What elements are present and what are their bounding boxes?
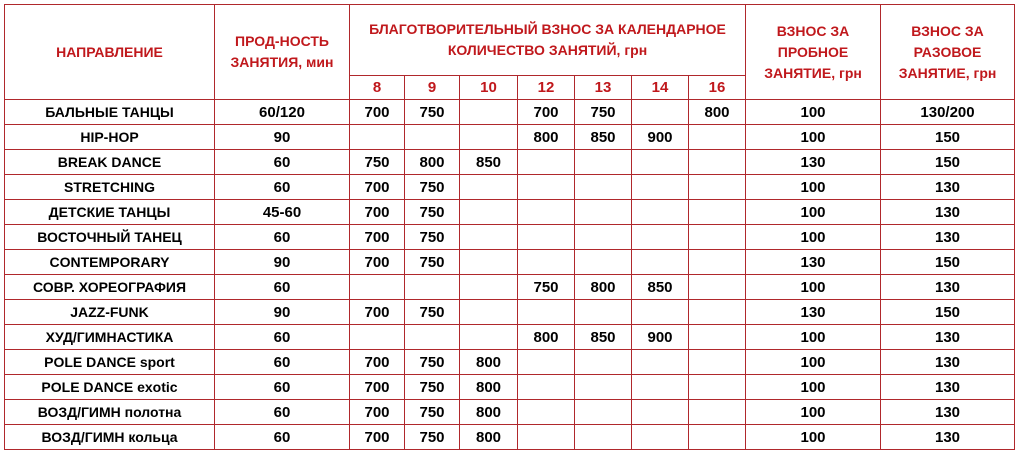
price-cell bbox=[689, 350, 746, 375]
duration-cell: 60 bbox=[215, 425, 350, 450]
price-cell: 750 bbox=[405, 425, 460, 450]
price-cell: 700 bbox=[350, 175, 405, 200]
table-row bbox=[5, 175, 1015, 200]
price-cell bbox=[575, 425, 632, 450]
price-cell: 700 bbox=[350, 350, 405, 375]
single-fee-cell: 150 bbox=[881, 150, 1015, 175]
single-fee-cell: 130 bbox=[881, 325, 1015, 350]
price-cell bbox=[460, 225, 518, 250]
table-row bbox=[5, 375, 1015, 400]
price-cell: 900 bbox=[632, 125, 689, 150]
price-cell bbox=[575, 350, 632, 375]
trial-fee-cell: 130 bbox=[746, 250, 881, 275]
table-row bbox=[5, 125, 1015, 150]
price-cell: 800 bbox=[460, 400, 518, 425]
price-cell: 700 bbox=[518, 100, 575, 125]
session-count-16: 16 bbox=[689, 76, 746, 100]
price-cell: 800 bbox=[460, 375, 518, 400]
single-fee-cell: 130 bbox=[881, 425, 1015, 450]
price-cell bbox=[575, 225, 632, 250]
price-cell: 750 bbox=[405, 175, 460, 200]
price-cell bbox=[689, 250, 746, 275]
price-cell: 700 bbox=[350, 400, 405, 425]
session-count-10: 10 bbox=[460, 76, 518, 100]
direction-cell: STRETCHING bbox=[5, 175, 215, 200]
trial-fee-cell: 100 bbox=[746, 350, 881, 375]
duration-cell: 60 bbox=[215, 375, 350, 400]
price-cell: 700 bbox=[350, 100, 405, 125]
direction-cell: JAZZ-FUNK bbox=[5, 300, 215, 325]
single-fee-cell: 130 bbox=[881, 200, 1015, 225]
price-cell bbox=[350, 125, 405, 150]
trial-fee-cell: 100 bbox=[746, 325, 881, 350]
single-fee-cell: 130 bbox=[881, 375, 1015, 400]
price-cell bbox=[460, 250, 518, 275]
price-cell: 700 bbox=[350, 300, 405, 325]
price-cell bbox=[689, 125, 746, 150]
price-cell: 850 bbox=[632, 275, 689, 300]
table-row bbox=[5, 200, 1015, 225]
table-row bbox=[5, 425, 1015, 450]
single-fee-cell: 130/200 bbox=[881, 100, 1015, 125]
price-cell bbox=[518, 375, 575, 400]
duration-cell: 60 bbox=[215, 275, 350, 300]
table-row bbox=[5, 300, 1015, 325]
price-cell: 850 bbox=[575, 125, 632, 150]
price-cell bbox=[518, 200, 575, 225]
session-count-13: 13 bbox=[575, 76, 632, 100]
price-cell: 750 bbox=[405, 300, 460, 325]
price-cell: 850 bbox=[575, 325, 632, 350]
price-cell bbox=[632, 150, 689, 175]
direction-cell: ВОЗД/ГИМН кольца bbox=[5, 425, 215, 450]
duration-cell: 60 bbox=[215, 350, 350, 375]
trial-fee-cell: 130 bbox=[746, 150, 881, 175]
price-cell bbox=[575, 250, 632, 275]
price-cell bbox=[518, 400, 575, 425]
price-cell bbox=[632, 100, 689, 125]
duration-cell: 60 bbox=[215, 225, 350, 250]
price-cell bbox=[689, 200, 746, 225]
price-cell bbox=[632, 225, 689, 250]
price-cell bbox=[350, 275, 405, 300]
direction-cell: POLE DANCE sport bbox=[5, 350, 215, 375]
header-single-fee: ВЗНОС ЗА РАЗОВОЕ ЗАНЯТИЕ, грн bbox=[881, 5, 1015, 100]
header-duration: ПРОД-НОСТЬ ЗАНЯТИЯ, мин bbox=[215, 5, 350, 100]
duration-cell: 60 bbox=[215, 175, 350, 200]
price-cell: 750 bbox=[405, 200, 460, 225]
price-cell bbox=[689, 300, 746, 325]
single-fee-cell: 130 bbox=[881, 225, 1015, 250]
price-cell bbox=[575, 150, 632, 175]
price-cell bbox=[632, 300, 689, 325]
price-cell: 700 bbox=[350, 425, 405, 450]
price-cell: 800 bbox=[405, 150, 460, 175]
price-cell: 700 bbox=[350, 375, 405, 400]
price-cell bbox=[575, 375, 632, 400]
price-cell bbox=[460, 125, 518, 150]
price-cell bbox=[575, 400, 632, 425]
price-cell: 800 bbox=[460, 350, 518, 375]
trial-fee-cell: 100 bbox=[746, 100, 881, 125]
price-cell bbox=[518, 175, 575, 200]
trial-fee-cell: 100 bbox=[746, 200, 881, 225]
trial-fee-cell: 100 bbox=[746, 425, 881, 450]
price-cell bbox=[689, 225, 746, 250]
price-cell bbox=[460, 175, 518, 200]
price-cell: 750 bbox=[405, 350, 460, 375]
table-row bbox=[5, 350, 1015, 375]
direction-cell: ХУД/ГИМНАСТИКА bbox=[5, 325, 215, 350]
table-row bbox=[5, 150, 1015, 175]
price-cell bbox=[632, 350, 689, 375]
direction-cell: БАЛЬНЫЕ ТАНЦЫ bbox=[5, 100, 215, 125]
price-cell bbox=[518, 350, 575, 375]
single-fee-cell: 150 bbox=[881, 125, 1015, 150]
price-cell: 750 bbox=[350, 150, 405, 175]
price-cell bbox=[632, 175, 689, 200]
price-cell: 750 bbox=[405, 100, 460, 125]
direction-cell: POLE DANCE exotic bbox=[5, 375, 215, 400]
price-cell bbox=[405, 125, 460, 150]
table-row bbox=[5, 275, 1015, 300]
price-cell bbox=[405, 325, 460, 350]
direction-cell: CONTEMPORARY bbox=[5, 250, 215, 275]
price-cell bbox=[518, 300, 575, 325]
single-fee-cell: 130 bbox=[881, 400, 1015, 425]
price-cell bbox=[460, 200, 518, 225]
price-cell bbox=[632, 200, 689, 225]
single-fee-cell: 150 bbox=[881, 300, 1015, 325]
duration-cell: 60 bbox=[215, 150, 350, 175]
direction-cell: СОВР. ХОРЕОГРАФИЯ bbox=[5, 275, 215, 300]
session-count-8: 8 bbox=[350, 76, 405, 100]
price-cell bbox=[632, 375, 689, 400]
direction-cell: ДЕТСКИЕ ТАНЦЫ bbox=[5, 200, 215, 225]
duration-cell: 60 bbox=[215, 325, 350, 350]
price-cell bbox=[632, 425, 689, 450]
price-cell: 900 bbox=[632, 325, 689, 350]
table-row bbox=[5, 325, 1015, 350]
trial-fee-cell: 100 bbox=[746, 125, 881, 150]
single-fee-cell: 130 bbox=[881, 350, 1015, 375]
price-cell bbox=[689, 150, 746, 175]
trial-fee-cell: 130 bbox=[746, 300, 881, 325]
trial-fee-cell: 100 bbox=[746, 275, 881, 300]
session-count-9: 9 bbox=[405, 76, 460, 100]
price-table bbox=[4, 4, 1015, 450]
header-row bbox=[5, 5, 1015, 76]
price-cell: 750 bbox=[575, 100, 632, 125]
header-charity-group: БЛАГОТВОРИТЕЛЬНЫЙ ВЗНОС ЗА КАЛЕНДАРНОЕ КОЛИЧЕСТВО ЗАНЯТИЙ, грн bbox=[350, 5, 746, 76]
price-cell bbox=[689, 425, 746, 450]
price-cell: 800 bbox=[518, 325, 575, 350]
trial-fee-cell: 100 bbox=[746, 400, 881, 425]
price-cell bbox=[689, 325, 746, 350]
price-cell bbox=[689, 275, 746, 300]
price-cell: 700 bbox=[350, 225, 405, 250]
price-cell bbox=[350, 325, 405, 350]
price-cell: 750 bbox=[405, 400, 460, 425]
direction-cell: BREAK DANCE bbox=[5, 150, 215, 175]
duration-cell: 60 bbox=[215, 400, 350, 425]
price-cell bbox=[460, 300, 518, 325]
price-cell bbox=[575, 300, 632, 325]
price-cell bbox=[689, 375, 746, 400]
table-row bbox=[5, 400, 1015, 425]
price-table-container bbox=[4, 4, 1015, 450]
direction-cell: ВОЗД/ГИМН полотна bbox=[5, 400, 215, 425]
price-cell bbox=[518, 225, 575, 250]
duration-cell: 90 bbox=[215, 300, 350, 325]
price-cell: 800 bbox=[460, 425, 518, 450]
direction-cell: HIP-HOP bbox=[5, 125, 215, 150]
trial-fee-cell: 100 bbox=[746, 175, 881, 200]
price-cell bbox=[575, 200, 632, 225]
price-cell bbox=[518, 150, 575, 175]
table-row bbox=[5, 225, 1015, 250]
price-cell: 750 bbox=[405, 375, 460, 400]
price-cell bbox=[632, 400, 689, 425]
price-cell: 750 bbox=[405, 250, 460, 275]
price-cell bbox=[632, 250, 689, 275]
header-direction: НАПРАВЛЕНИЕ bbox=[5, 5, 215, 100]
trial-fee-cell: 100 bbox=[746, 225, 881, 250]
price-cell bbox=[518, 250, 575, 275]
table-row bbox=[5, 250, 1015, 275]
direction-cell: ВОСТОЧНЫЙ ТАНЕЦ bbox=[5, 225, 215, 250]
single-fee-cell: 130 bbox=[881, 175, 1015, 200]
price-cell: 850 bbox=[460, 150, 518, 175]
single-fee-cell: 150 bbox=[881, 250, 1015, 275]
price-cell bbox=[518, 425, 575, 450]
table-body bbox=[5, 100, 1015, 450]
price-cell: 700 bbox=[350, 200, 405, 225]
price-cell: 700 bbox=[350, 250, 405, 275]
price-cell: 750 bbox=[518, 275, 575, 300]
session-count-12: 12 bbox=[518, 76, 575, 100]
price-cell bbox=[460, 275, 518, 300]
trial-fee-cell: 100 bbox=[746, 375, 881, 400]
duration-cell: 90 bbox=[215, 250, 350, 275]
price-cell bbox=[575, 175, 632, 200]
single-fee-cell: 130 bbox=[881, 275, 1015, 300]
price-cell: 800 bbox=[689, 100, 746, 125]
price-cell bbox=[405, 275, 460, 300]
price-cell: 750 bbox=[405, 225, 460, 250]
session-count-14: 14 bbox=[632, 76, 689, 100]
price-cell bbox=[689, 400, 746, 425]
duration-cell: 60/120 bbox=[215, 100, 350, 125]
price-cell bbox=[460, 100, 518, 125]
price-cell bbox=[689, 175, 746, 200]
header-trial-fee: ВЗНОС ЗА ПРОБНОЕ ЗАНЯТИЕ, грн bbox=[746, 5, 881, 100]
duration-cell: 90 bbox=[215, 125, 350, 150]
table-row bbox=[5, 100, 1015, 125]
price-cell: 800 bbox=[575, 275, 632, 300]
duration-cell: 45-60 bbox=[215, 200, 350, 225]
price-cell: 800 bbox=[518, 125, 575, 150]
price-cell bbox=[460, 325, 518, 350]
